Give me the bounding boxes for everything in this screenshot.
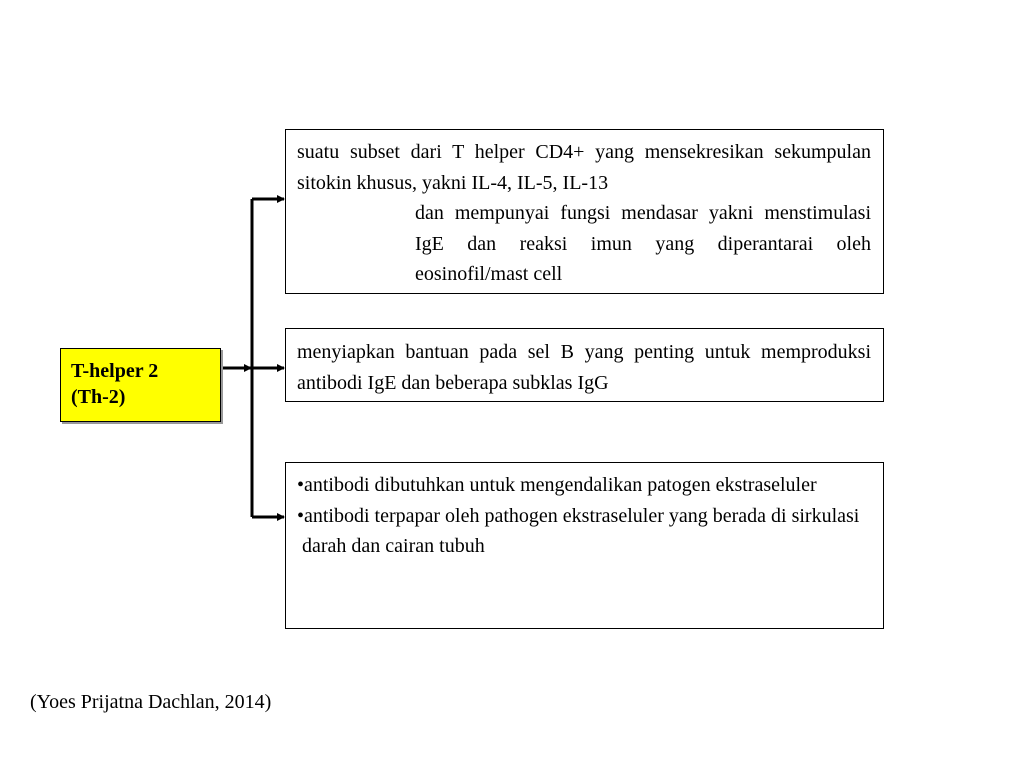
root-line1: T-helper 2	[71, 360, 159, 382]
citation: (Yoes Prijatna Dachlan, 2014)	[30, 691, 272, 713]
antibody-box	[285, 462, 884, 629]
b-cell-help-text: menyiapkan bantuan pada sel B yang penting untuk memproduksi antibodi IgE dan beberapa subklas IgG	[297, 341, 871, 394]
th2-root-box	[60, 348, 221, 422]
antibody-bullet-2-cont: darah dan cairan tubuh	[297, 535, 485, 557]
definition-text-a: suatu subset dari T helper CD4+ yang mensekresikan sekumpulan sitokin khusus, yakni IL-4, IL-5, IL-13	[297, 141, 871, 194]
b-cell-help-box	[285, 328, 884, 402]
definition-text-b: dan mempunyai fungsi mendasar yakni menstimulasi IgE dan reaksi imun yang diperantarai oleh eosinofil/mast cell	[415, 202, 871, 285]
root-line2: (Th-2)	[71, 386, 126, 408]
antibody-bullet-1: •antibodi dibutuhkan untuk mengendalikan patogen ekstraseluler	[297, 474, 817, 496]
definition-box	[285, 129, 884, 294]
antibody-bullet-2: •antibodi terpapar oleh pathogen ekstraseluler yang berada di sirkulasi	[297, 504, 860, 527]
